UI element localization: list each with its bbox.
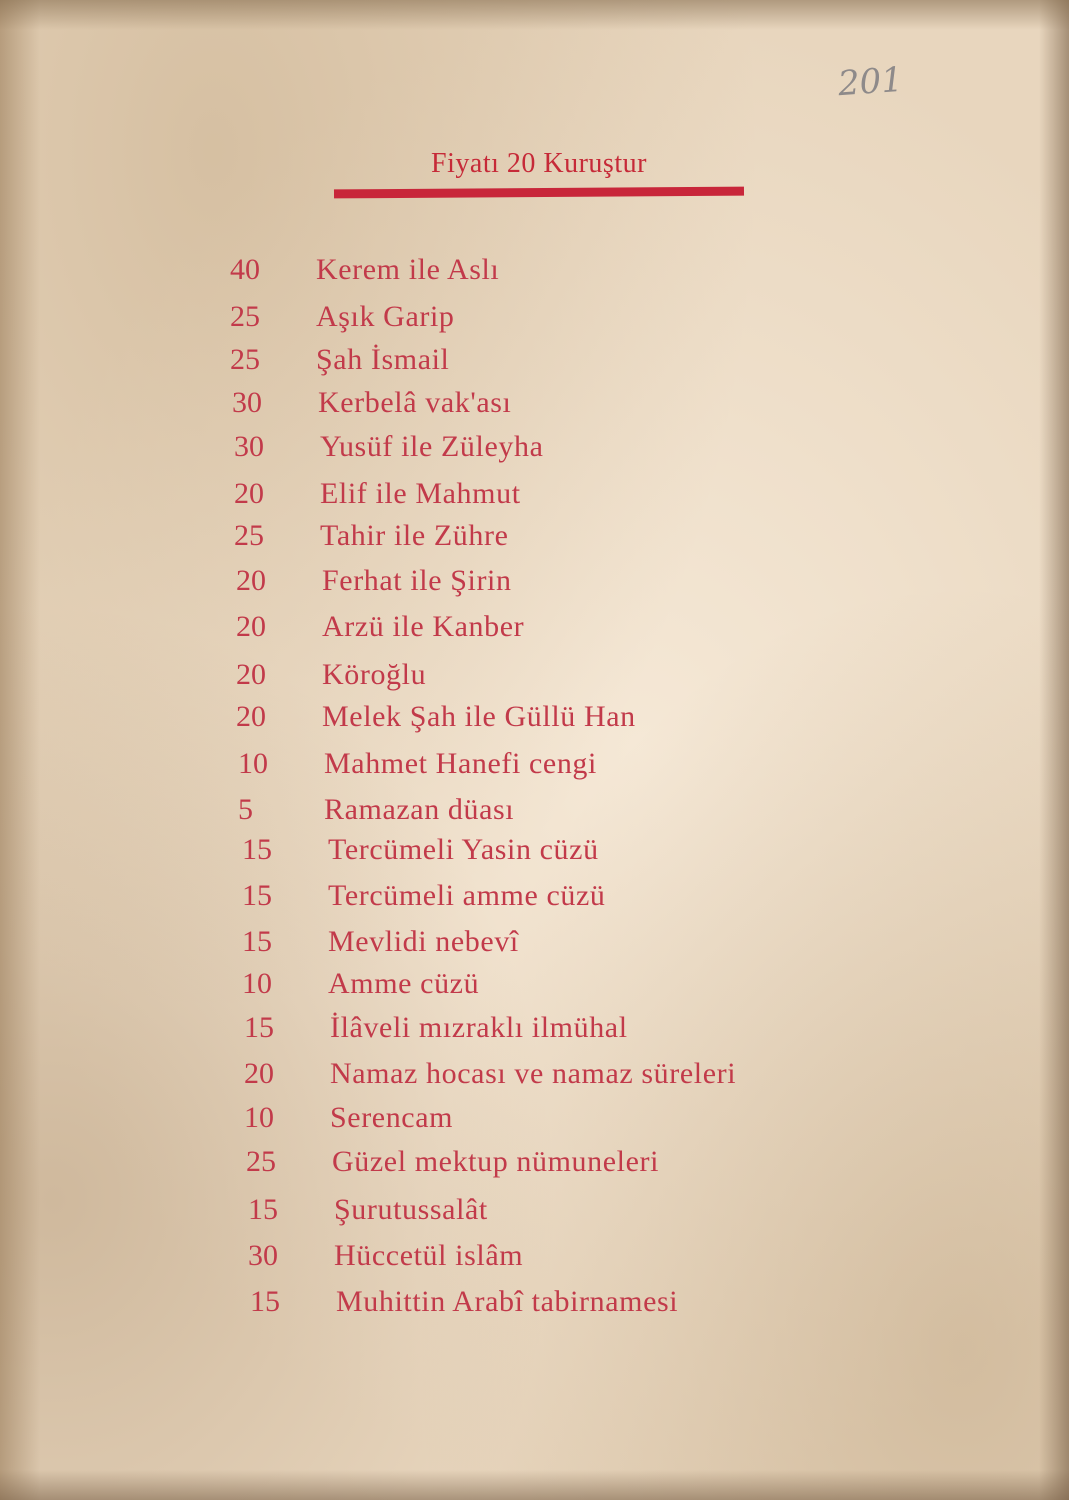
item-price: 25 <box>230 343 260 376</box>
item-price: 15 <box>248 1193 278 1226</box>
item-title: Hüccetül islâm <box>334 1239 524 1272</box>
item-price: 5 <box>238 793 253 826</box>
item-price: 20 <box>236 610 266 643</box>
item-price: 10 <box>238 747 268 780</box>
item-title: Mahmet Hanefi cengi <box>324 747 597 780</box>
item-title: Kerem ile Aslı <box>316 253 500 286</box>
item-title: Melek Şah ile Güllü Han <box>322 700 636 733</box>
item-title: Ramazan düası <box>324 793 515 826</box>
item-title: Namaz hocası ve namaz süreleri <box>330 1057 737 1090</box>
item-price: 15 <box>242 925 272 958</box>
price-title: Fiyatı 20 Kuruştur <box>431 148 647 179</box>
item-title: Arzü ile Kanber <box>322 610 525 643</box>
item-price: 30 <box>248 1239 278 1272</box>
item-title: Köroğlu <box>322 658 427 691</box>
pencil-note: 201 <box>836 59 905 105</box>
item-price: 25 <box>230 300 260 333</box>
item-title: Şah İsmail <box>316 343 450 376</box>
item-title: Muhittin Arabî tabirnamesi <box>336 1285 679 1318</box>
item-price: 15 <box>250 1285 280 1318</box>
item-price: 10 <box>242 967 272 1000</box>
item-title: Aşık Garip <box>316 300 455 333</box>
item-title: İlâveli mızraklı ilmühal <box>330 1011 628 1044</box>
item-title: Tercümeli amme cüzü <box>328 879 606 912</box>
item-title: Serencam <box>330 1101 454 1134</box>
item-price: 15 <box>244 1011 274 1044</box>
item-title: Tahir ile Zühre <box>320 519 509 552</box>
item-price: 30 <box>232 386 262 419</box>
item-price: 30 <box>234 430 264 463</box>
item-price: 10 <box>244 1101 274 1134</box>
item-price: 20 <box>236 700 266 733</box>
item-price: 20 <box>236 564 266 597</box>
item-title: Tercümeli Yasin cüzü <box>328 833 599 866</box>
item-title: Mevlidi nebevî <box>328 925 519 958</box>
item-price: 25 <box>234 519 264 552</box>
item-title: Şurutussalât <box>334 1193 488 1226</box>
item-title: Kerbelâ vak'ası <box>318 386 512 419</box>
item-price: 20 <box>236 658 266 691</box>
item-title: Amme cüzü <box>328 967 480 1000</box>
item-title: Ferhat ile Şirin <box>322 564 512 597</box>
item-price: 15 <box>242 833 272 866</box>
item-price: 40 <box>230 253 260 286</box>
item-price: 20 <box>244 1057 274 1090</box>
item-price: 20 <box>234 477 264 510</box>
item-title: Elif ile Mahmut <box>320 477 521 510</box>
item-price: 25 <box>246 1145 276 1178</box>
item-title: Güzel mektup nümuneleri <box>332 1145 660 1178</box>
item-price: 15 <box>242 879 272 912</box>
item-title: Yusüf ile Züleyha <box>320 430 544 463</box>
